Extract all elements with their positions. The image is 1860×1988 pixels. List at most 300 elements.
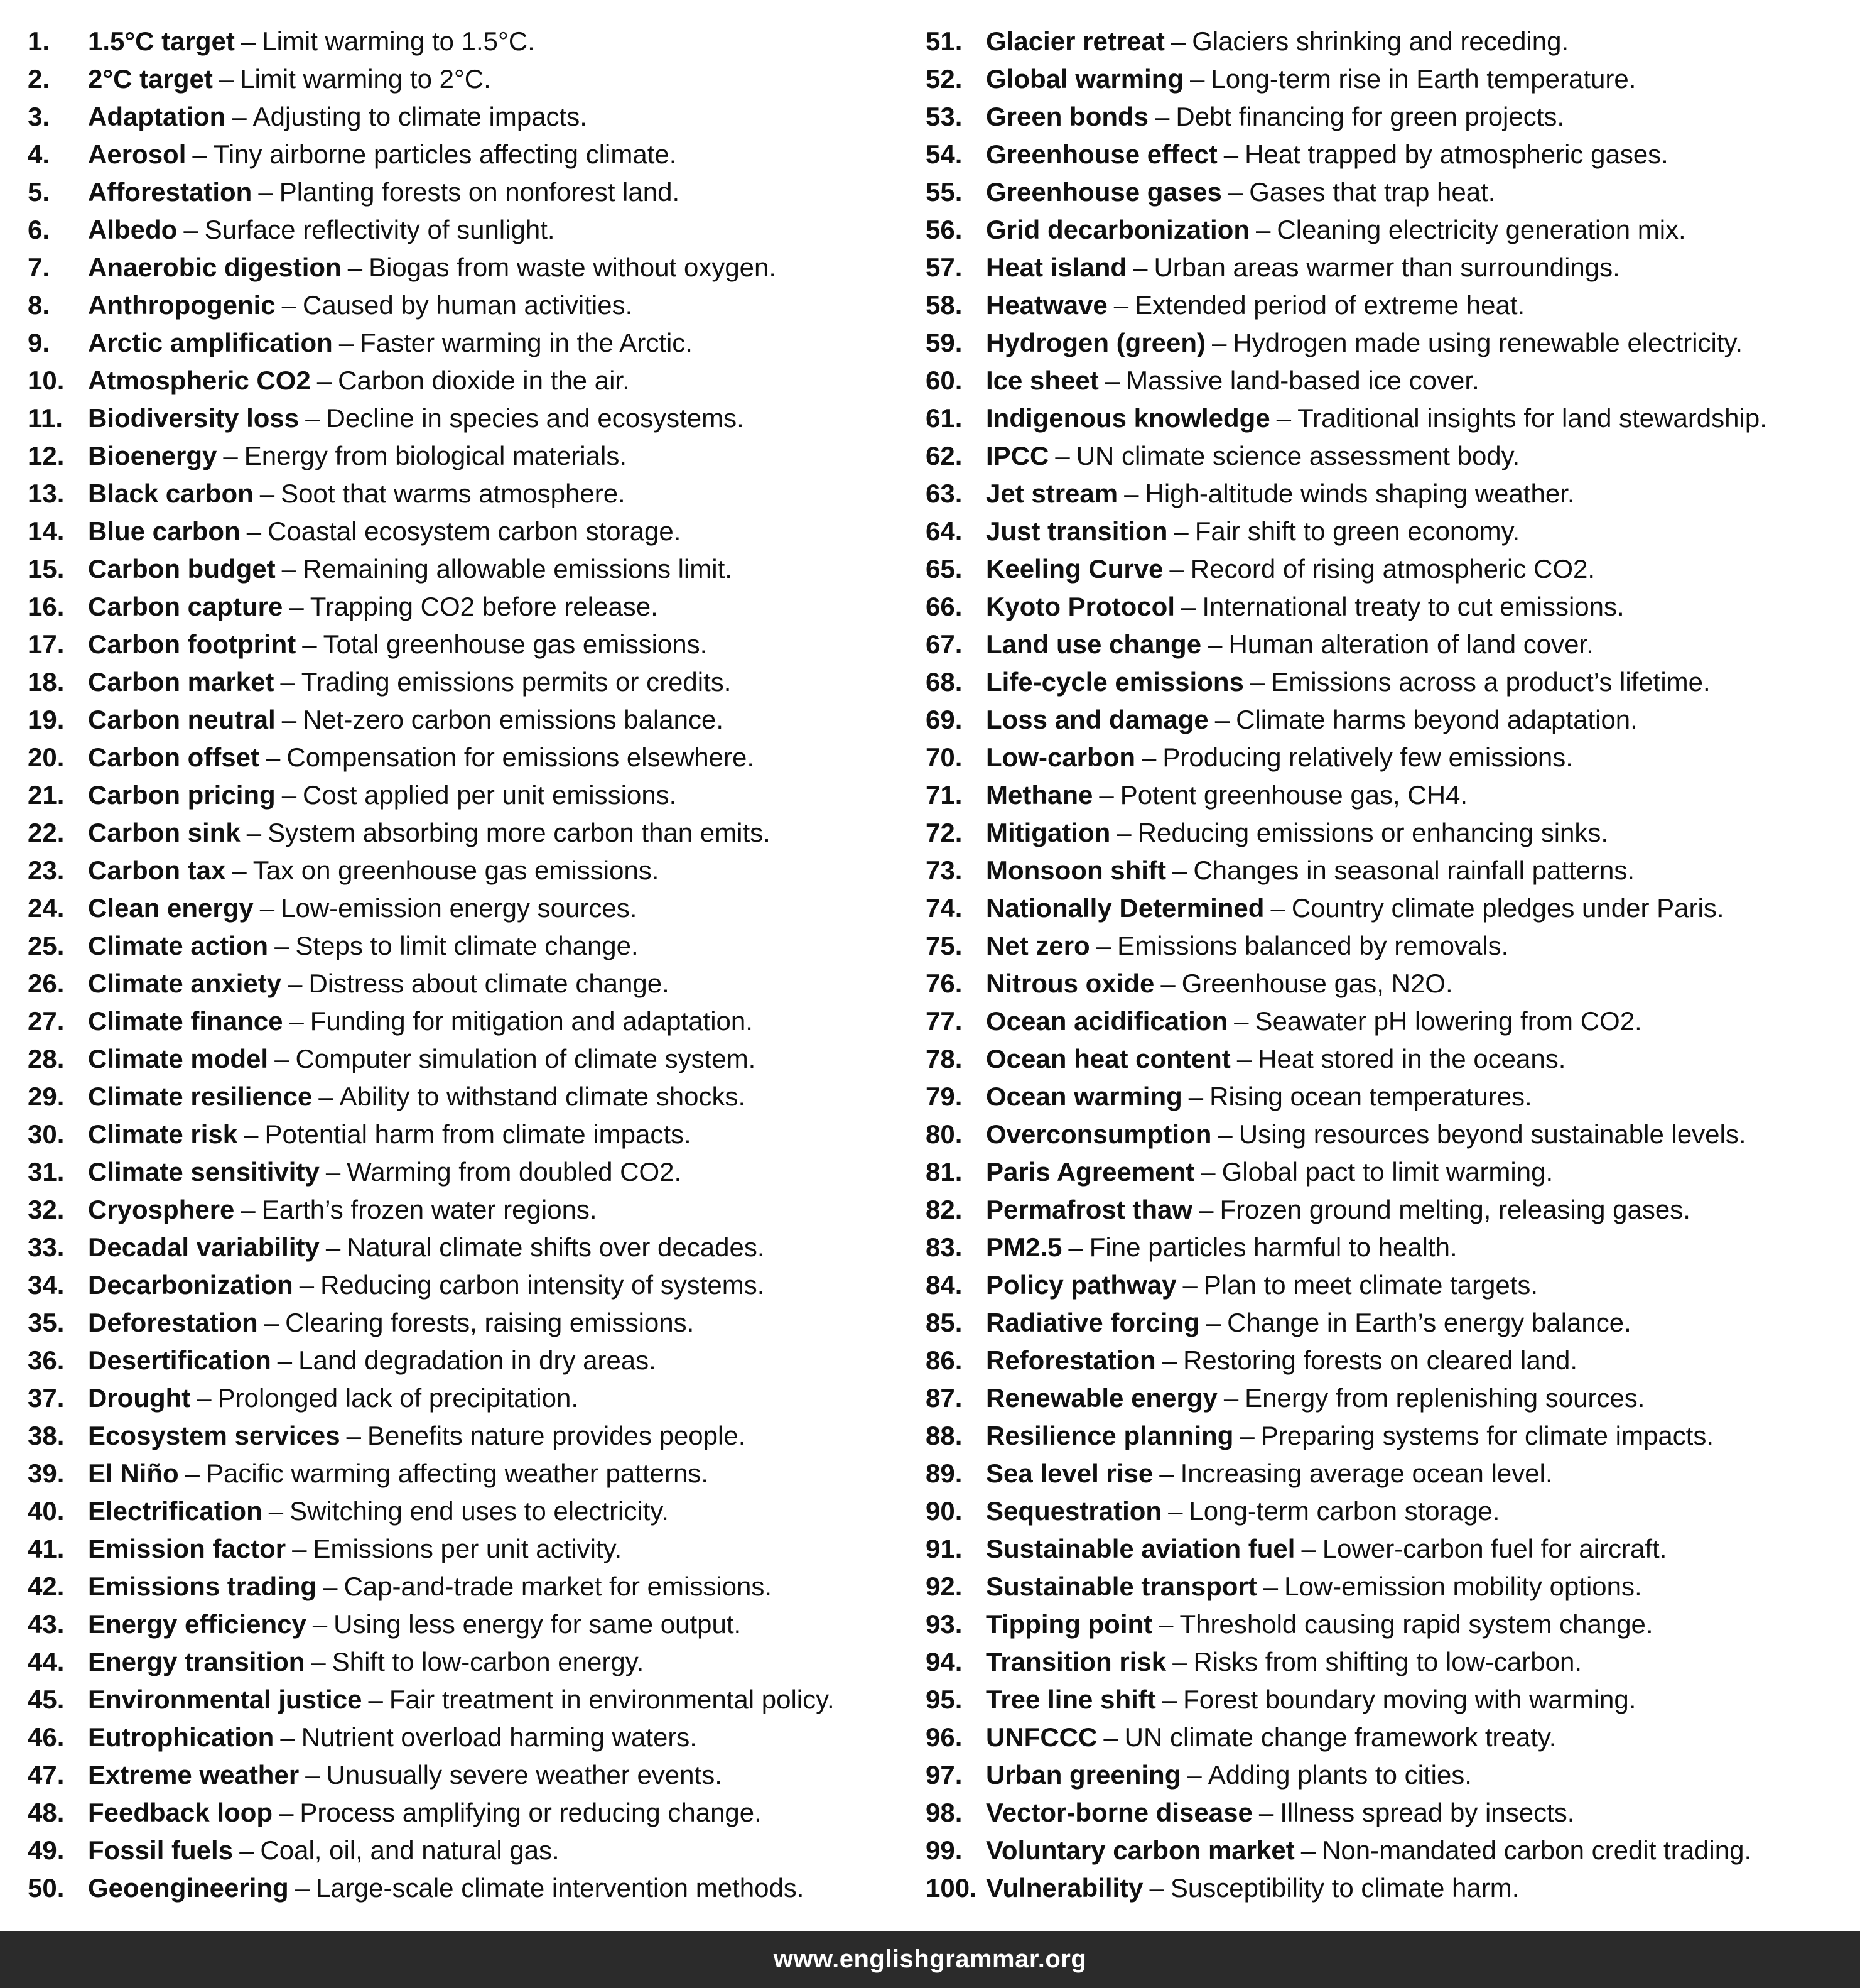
entry-number: 69. bbox=[926, 705, 963, 734]
glossary-entry bbox=[28, 324, 919, 362]
entry-definition: Warming from doubled CO2. bbox=[347, 1157, 682, 1187]
glossary-entry bbox=[28, 1719, 919, 1756]
entry-term: Heat island bbox=[986, 253, 1127, 282]
entry-number: 98. bbox=[926, 1798, 963, 1827]
entry-definition: Change in Earth’s energy balance. bbox=[1227, 1308, 1631, 1337]
entry-term: Just transition bbox=[986, 516, 1168, 546]
entry-term: Carbon sink bbox=[88, 818, 241, 847]
entry-number: 42. bbox=[28, 1572, 65, 1601]
entry-number: 57. bbox=[926, 253, 963, 282]
entry-number: 10. bbox=[28, 366, 65, 395]
entry-term: Ice sheet bbox=[986, 366, 1099, 395]
glossary-entry bbox=[28, 1229, 919, 1266]
entry-number: 25. bbox=[28, 931, 65, 960]
glossary-entry bbox=[926, 1832, 1849, 1869]
entry-term: Global warming bbox=[986, 64, 1184, 94]
glossary-entry bbox=[28, 1605, 919, 1643]
entry-number: 87. bbox=[926, 1383, 963, 1413]
entry-separator: – bbox=[223, 441, 238, 470]
glossary-entry bbox=[28, 1153, 919, 1191]
entry-number: 67. bbox=[926, 629, 963, 659]
entry-term: Eutrophication bbox=[88, 1722, 274, 1752]
entry-number: 72. bbox=[926, 818, 963, 847]
glossary-entry bbox=[28, 626, 919, 663]
glossary-entry bbox=[28, 1304, 919, 1342]
entry-separator: – bbox=[1096, 931, 1111, 960]
entry-number: 37. bbox=[28, 1383, 65, 1413]
glossary-entry bbox=[926, 550, 1849, 588]
entry-definition: Cost applied per unit emissions. bbox=[303, 780, 677, 810]
entry-term: Urban greening bbox=[986, 1760, 1181, 1790]
glossary-entry bbox=[28, 399, 919, 437]
glossary-entry bbox=[926, 663, 1849, 701]
glossary-entry bbox=[926, 286, 1849, 324]
glossary-entry bbox=[28, 852, 919, 889]
glossary-entry bbox=[926, 513, 1849, 550]
entry-definition: Compensation for emissions elsewhere. bbox=[286, 742, 755, 772]
entry-term: Green bonds bbox=[986, 102, 1149, 131]
entry-separator: – bbox=[259, 479, 275, 508]
glossary-entry bbox=[926, 23, 1849, 60]
entry-definition: Reducing carbon intensity of systems. bbox=[320, 1270, 765, 1300]
entry-term: 2°C target bbox=[88, 64, 213, 94]
glossary-entry bbox=[28, 23, 919, 60]
glossary-entry bbox=[28, 739, 919, 776]
entry-separator: – bbox=[219, 64, 234, 94]
glossary-entry bbox=[926, 1417, 1849, 1455]
glossary-entry bbox=[28, 927, 919, 965]
entry-term: Emission factor bbox=[88, 1534, 286, 1563]
entry-term: Energy efficiency bbox=[88, 1609, 306, 1639]
entry-definition: Distress about climate change. bbox=[308, 969, 669, 998]
entry-separator: – bbox=[241, 26, 256, 56]
entry-term: Carbon budget bbox=[88, 554, 276, 584]
entry-number: 65. bbox=[926, 554, 963, 584]
entry-separator: – bbox=[281, 290, 296, 320]
entry-number: 3. bbox=[28, 102, 50, 131]
entry-term: Methane bbox=[986, 780, 1093, 810]
glossary-entry bbox=[926, 1078, 1849, 1116]
entry-separator: – bbox=[1258, 1798, 1274, 1827]
entry-number: 96. bbox=[926, 1722, 963, 1752]
entry-number: 16. bbox=[28, 592, 65, 621]
entry-separator: – bbox=[1155, 102, 1170, 131]
entry-separator: – bbox=[239, 1835, 254, 1865]
entry-term: Hydrogen (green) bbox=[986, 328, 1206, 357]
entry-definition: Using less energy for same output. bbox=[333, 1609, 742, 1639]
glossary-entry bbox=[926, 1229, 1849, 1266]
entry-separator: – bbox=[1172, 855, 1187, 885]
entry-number: 8. bbox=[28, 290, 50, 320]
entry-number: 50. bbox=[28, 1873, 65, 1903]
glossary-entry bbox=[926, 701, 1849, 739]
entry-term: Sustainable aviation fuel bbox=[986, 1534, 1295, 1563]
entry-separator: – bbox=[1190, 64, 1205, 94]
glossary-entry bbox=[28, 1417, 919, 1455]
entry-separator: – bbox=[1234, 1006, 1249, 1036]
entry-definition: Planting forests on nonforest land. bbox=[279, 177, 680, 207]
entry-separator: – bbox=[241, 1195, 256, 1224]
entry-definition: Tiny airborne particles affecting climate. bbox=[213, 139, 677, 169]
entry-separator: – bbox=[258, 177, 273, 207]
glossary-entry bbox=[28, 1756, 919, 1794]
entry-separator: – bbox=[1159, 1458, 1174, 1488]
entry-term: Life-cycle emissions bbox=[986, 667, 1244, 697]
glossary-entry bbox=[28, 889, 919, 927]
entry-definition: Trading emissions permits or credits. bbox=[301, 667, 732, 697]
entry-term: Ocean acidification bbox=[986, 1006, 1228, 1036]
entry-definition: International treaty to cut emissions. bbox=[1202, 592, 1625, 621]
glossary-entry bbox=[28, 1040, 919, 1078]
entry-separator: – bbox=[1055, 441, 1070, 470]
entry-definition: High-altitude winds shaping weather. bbox=[1145, 479, 1575, 508]
entry-term: Anaerobic digestion bbox=[88, 253, 342, 282]
entry-number: 51. bbox=[926, 26, 963, 56]
entry-definition: Potential harm from climate impacts. bbox=[264, 1119, 691, 1149]
entry-number: 64. bbox=[926, 516, 963, 546]
glossary-entry bbox=[926, 1643, 1849, 1681]
entry-number: 80. bbox=[926, 1119, 963, 1149]
glossary-entry bbox=[926, 60, 1849, 98]
entry-number: 4. bbox=[28, 139, 50, 169]
entry-separator: – bbox=[347, 253, 363, 282]
entry-separator: – bbox=[1181, 592, 1196, 621]
entry-definition: Cap-and-trade market for emissions. bbox=[343, 1572, 772, 1601]
entry-definition: Heat trapped by atmospheric gases. bbox=[1245, 139, 1668, 169]
entry-separator: – bbox=[232, 102, 247, 131]
entry-term: Blue carbon bbox=[88, 516, 241, 546]
entry-number: 83. bbox=[926, 1232, 963, 1262]
footer-bar bbox=[0, 1931, 1860, 1988]
glossary-entry bbox=[926, 399, 1849, 437]
entry-term: Glacier retreat bbox=[986, 26, 1165, 56]
entry-separator: – bbox=[1236, 1044, 1252, 1073]
entry-separator: – bbox=[338, 328, 354, 357]
entry-number: 94. bbox=[926, 1647, 963, 1676]
glossary-entry bbox=[926, 626, 1849, 663]
entry-definition: Greenhouse gas, N2O. bbox=[1181, 969, 1453, 998]
entry-definition: Producing relatively few emissions. bbox=[1162, 742, 1573, 772]
entry-number: 95. bbox=[926, 1685, 963, 1714]
glossary-entry bbox=[28, 588, 919, 626]
entry-number: 34. bbox=[28, 1270, 65, 1300]
glossary-entry bbox=[28, 1266, 919, 1304]
entry-separator: – bbox=[1250, 667, 1265, 697]
entry-definition: Pacific warming affecting weather patterns. bbox=[206, 1458, 708, 1488]
entry-definition: Tax on greenhouse gas emissions. bbox=[252, 855, 659, 885]
entry-number: 100. bbox=[926, 1873, 977, 1903]
glossary-entry bbox=[926, 1719, 1849, 1756]
glossary-column-left bbox=[28, 23, 919, 1907]
entry-definition: Energy from biological materials. bbox=[244, 441, 627, 470]
entry-definition: Surface reflectivity of sunlight. bbox=[204, 215, 555, 244]
entry-separator: – bbox=[323, 1572, 338, 1601]
entry-term: Overconsumption bbox=[986, 1119, 1212, 1149]
entry-term: Nationally Determined bbox=[986, 893, 1265, 923]
entry-definition: Decline in species and ecosystems. bbox=[326, 403, 744, 433]
entry-number: 97. bbox=[926, 1760, 963, 1790]
glossary-entry bbox=[28, 1379, 919, 1417]
glossary-entry bbox=[28, 286, 919, 324]
entry-term: IPCC bbox=[986, 441, 1049, 470]
entry-number: 38. bbox=[28, 1421, 65, 1450]
glossary-entry bbox=[28, 1568, 919, 1605]
entry-separator: – bbox=[1174, 516, 1189, 546]
entry-separator: – bbox=[1187, 1760, 1202, 1790]
entry-number: 55. bbox=[926, 177, 963, 207]
entry-definition: Coal, oil, and natural gas. bbox=[260, 1835, 560, 1865]
entry-definition: Restoring forests on cleared land. bbox=[1183, 1345, 1578, 1375]
entry-separator: – bbox=[1159, 1609, 1174, 1639]
glossary-entry bbox=[926, 739, 1849, 776]
entry-definition: Soot that warms atmosphere. bbox=[281, 479, 625, 508]
entry-definition: Global pact to limit warming. bbox=[1221, 1157, 1554, 1187]
entry-separator: – bbox=[280, 1722, 295, 1752]
entry-term: Geoengineering bbox=[88, 1873, 289, 1903]
entry-definition: Potent greenhouse gas, CH4. bbox=[1120, 780, 1468, 810]
entry-number: 89. bbox=[926, 1458, 963, 1488]
entry-definition: Extended period of extreme heat. bbox=[1135, 290, 1525, 320]
entry-term: Land use change bbox=[986, 629, 1202, 659]
entry-separator: – bbox=[1099, 780, 1114, 810]
glossary-entry bbox=[28, 1681, 919, 1719]
entry-definition: Climate harms beyond adaptation. bbox=[1236, 705, 1638, 734]
entry-separator: – bbox=[246, 516, 262, 546]
entry-definition: Rising ocean temperatures. bbox=[1209, 1082, 1532, 1111]
entry-term: Greenhouse gases bbox=[986, 177, 1222, 207]
glossary-column-right bbox=[926, 23, 1849, 1907]
entry-number: 75. bbox=[926, 931, 963, 960]
glossary-entry bbox=[926, 1756, 1849, 1794]
entry-term: Black carbon bbox=[88, 479, 254, 508]
entry-number: 11. bbox=[28, 403, 63, 433]
entry-separator: – bbox=[312, 1609, 328, 1639]
glossary-entry bbox=[926, 814, 1849, 852]
entry-separator: – bbox=[1214, 705, 1230, 734]
entry-number: 82. bbox=[926, 1195, 963, 1224]
entry-separator: – bbox=[274, 1044, 289, 1073]
entry-term: Carbon pricing bbox=[88, 780, 276, 810]
entry-number: 61. bbox=[926, 403, 963, 433]
entry-definition: Computer simulation of climate system. bbox=[295, 1044, 756, 1073]
glossary-entry bbox=[926, 1266, 1849, 1304]
glossary-entry bbox=[926, 98, 1849, 136]
glossary-entry bbox=[926, 1794, 1849, 1832]
glossary-entry bbox=[926, 776, 1849, 814]
entry-term: Policy pathway bbox=[986, 1270, 1177, 1300]
entry-separator: – bbox=[299, 1270, 315, 1300]
entry-definition: Limit warming to 1.5°C. bbox=[262, 26, 535, 56]
entry-separator: – bbox=[1300, 1835, 1316, 1865]
glossary-entry bbox=[926, 249, 1849, 286]
entry-separator: – bbox=[1172, 1647, 1187, 1676]
glossary-entry bbox=[926, 588, 1849, 626]
entry-term: Environmental justice bbox=[88, 1685, 362, 1714]
glossary-entry bbox=[28, 1191, 919, 1229]
entry-definition: Debt financing for green projects. bbox=[1176, 102, 1565, 131]
entry-separator: – bbox=[1162, 1685, 1177, 1714]
entry-definition: Seawater pH lowering from CO2. bbox=[1255, 1006, 1642, 1036]
entry-separator: – bbox=[305, 403, 320, 433]
entry-definition: Long-term carbon storage. bbox=[1189, 1496, 1500, 1526]
entry-definition: Switching end uses to electricity. bbox=[289, 1496, 669, 1526]
entry-definition: Adjusting to climate impacts. bbox=[252, 102, 587, 131]
entry-definition: Large-scale climate intervention methods. bbox=[316, 1873, 804, 1903]
entry-separator: – bbox=[232, 855, 247, 885]
glossary-entry bbox=[926, 324, 1849, 362]
entry-number: 12. bbox=[28, 441, 65, 470]
entry-number: 29. bbox=[28, 1082, 65, 1111]
entry-number: 1. bbox=[28, 26, 50, 56]
entry-number: 86. bbox=[926, 1345, 963, 1375]
glossary-entry bbox=[28, 60, 919, 98]
entry-definition: Remaining allowable emissions limit. bbox=[303, 554, 732, 584]
entry-term: Desertification bbox=[88, 1345, 271, 1375]
entry-number: 23. bbox=[28, 855, 65, 885]
entry-number: 35. bbox=[28, 1308, 65, 1337]
entry-separator: – bbox=[274, 931, 289, 960]
entry-definition: Human alteration of land cover. bbox=[1228, 629, 1594, 659]
entry-separator: – bbox=[1171, 26, 1186, 56]
entry-separator: – bbox=[1263, 1572, 1279, 1601]
entry-number: 13. bbox=[28, 479, 65, 508]
entry-separator: – bbox=[346, 1421, 361, 1450]
glossary-entry bbox=[28, 550, 919, 588]
entry-separator: – bbox=[1206, 1308, 1221, 1337]
entry-term: PM2.5 bbox=[986, 1232, 1062, 1262]
entry-number: 5. bbox=[28, 177, 50, 207]
glossary-entry bbox=[926, 1455, 1849, 1492]
entry-definition: Preparing systems for climate impacts. bbox=[1260, 1421, 1714, 1450]
entry-number: 47. bbox=[28, 1760, 65, 1790]
glossary-entry bbox=[28, 1342, 919, 1379]
entry-definition: Biogas from waste without oxygen. bbox=[369, 253, 777, 282]
entry-term: El Niño bbox=[88, 1458, 179, 1488]
glossary-entry bbox=[926, 1342, 1849, 1379]
entry-number: 90. bbox=[926, 1496, 963, 1526]
entry-separator: – bbox=[1149, 1873, 1164, 1903]
entry-number: 48. bbox=[28, 1798, 65, 1827]
entry-separator: – bbox=[1208, 629, 1223, 659]
entry-term: Carbon neutral bbox=[88, 705, 276, 734]
entry-term: Climate sensitivity bbox=[88, 1157, 320, 1187]
entry-term: Voluntary carbon market bbox=[986, 1835, 1295, 1865]
entry-number: 59. bbox=[926, 328, 963, 357]
entry-separator: – bbox=[264, 1308, 279, 1337]
entry-number: 36. bbox=[28, 1345, 65, 1375]
entry-number: 39. bbox=[28, 1458, 65, 1488]
entry-separator: – bbox=[1228, 177, 1243, 207]
entry-separator: – bbox=[318, 1082, 333, 1111]
entry-separator: – bbox=[311, 1647, 326, 1676]
entry-number: 24. bbox=[28, 893, 65, 923]
entry-definition: Steps to limit climate change. bbox=[295, 931, 639, 960]
entry-number: 43. bbox=[28, 1609, 65, 1639]
entry-number: 17. bbox=[28, 629, 65, 659]
entry-definition: UN climate change framework treaty. bbox=[1124, 1722, 1557, 1752]
entry-number: 56. bbox=[926, 215, 963, 244]
entry-term: Adaptation bbox=[88, 102, 226, 131]
entry-number: 60. bbox=[926, 366, 963, 395]
entry-separator: – bbox=[1223, 1383, 1239, 1413]
entry-number: 88. bbox=[926, 1421, 963, 1450]
entry-definition: Energy from replenishing sources. bbox=[1245, 1383, 1645, 1413]
entry-separator: – bbox=[368, 1685, 383, 1714]
glossary-entry bbox=[28, 1116, 919, 1153]
entry-definition: Emissions per unit activity. bbox=[313, 1534, 622, 1563]
entry-number: 66. bbox=[926, 592, 963, 621]
entry-definition: Carbon dioxide in the air. bbox=[338, 366, 630, 395]
entry-definition: Increasing average ocean level. bbox=[1180, 1458, 1553, 1488]
entry-term: 1.5°C target bbox=[88, 26, 235, 56]
entry-number: 84. bbox=[926, 1270, 963, 1300]
entry-term: Carbon offset bbox=[88, 742, 259, 772]
entry-separator: – bbox=[289, 592, 304, 621]
entry-term: Transition risk bbox=[986, 1647, 1167, 1676]
entry-term: Ocean heat content bbox=[986, 1044, 1231, 1073]
entry-definition: Process amplifying or reducing change. bbox=[300, 1798, 762, 1827]
entry-definition: Heat stored in the oceans. bbox=[1258, 1044, 1566, 1073]
entry-definition: Earth’s frozen water regions. bbox=[261, 1195, 597, 1224]
entry-separator: – bbox=[1169, 554, 1184, 584]
entry-term: Anthropogenic bbox=[88, 290, 276, 320]
entry-definition: Adding plants to cities. bbox=[1208, 1760, 1472, 1790]
entry-term: Jet stream bbox=[986, 479, 1118, 508]
entry-separator: – bbox=[1068, 1232, 1083, 1262]
entry-number: 30. bbox=[28, 1119, 65, 1149]
entry-separator: – bbox=[1124, 479, 1139, 508]
entry-number: 78. bbox=[926, 1044, 963, 1073]
entry-separator: – bbox=[281, 554, 296, 584]
footer-url-link[interactable]: www.englishgrammar.org bbox=[773, 1945, 1087, 1973]
entry-number: 70. bbox=[926, 742, 963, 772]
entry-definition: Long-term rise in Earth temperature. bbox=[1211, 64, 1636, 94]
entry-definition: Total greenhouse gas emissions. bbox=[323, 629, 708, 659]
entry-definition: Traditional insights for land stewardship. bbox=[1297, 403, 1767, 433]
entry-number: 22. bbox=[28, 818, 65, 847]
entry-term: Resilience planning bbox=[986, 1421, 1234, 1450]
entry-number: 7. bbox=[28, 253, 50, 282]
entry-separator: – bbox=[268, 1496, 284, 1526]
entry-number: 93. bbox=[926, 1609, 963, 1639]
entry-number: 21. bbox=[28, 780, 65, 810]
entry-definition: Lower-carbon fuel for aircraft. bbox=[1322, 1534, 1667, 1563]
glossary-entry bbox=[28, 776, 919, 814]
entry-term: Emissions trading bbox=[88, 1572, 317, 1601]
entry-definition: UN climate science assessment body. bbox=[1076, 441, 1520, 470]
entry-term: UNFCCC bbox=[986, 1722, 1098, 1752]
entry-definition: Clearing forests, raising emissions. bbox=[285, 1308, 695, 1337]
entry-term: Keeling Curve bbox=[986, 554, 1164, 584]
entry-number: 73. bbox=[926, 855, 963, 885]
entry-separator: – bbox=[1162, 1345, 1177, 1375]
glossary-entry bbox=[28, 1643, 919, 1681]
glossary-entry bbox=[926, 889, 1849, 927]
entry-term: Clean energy bbox=[88, 893, 254, 923]
entry-definition: Massive land-based ice cover. bbox=[1126, 366, 1479, 395]
entry-number: 46. bbox=[28, 1722, 65, 1752]
entry-number: 15. bbox=[28, 554, 65, 584]
entry-separator: – bbox=[292, 1534, 307, 1563]
entry-definition: Net-zero carbon emissions balance. bbox=[303, 705, 724, 734]
entry-separator: – bbox=[1142, 742, 1157, 772]
entry-term: Carbon tax bbox=[88, 855, 226, 885]
entry-separator: – bbox=[192, 139, 207, 169]
entry-definition: Country climate pledges under Paris. bbox=[1291, 893, 1724, 923]
entry-separator: – bbox=[281, 705, 297, 734]
entry-definition: Coastal ecosystem carbon storage. bbox=[268, 516, 681, 546]
entry-term: Climate model bbox=[88, 1044, 269, 1073]
